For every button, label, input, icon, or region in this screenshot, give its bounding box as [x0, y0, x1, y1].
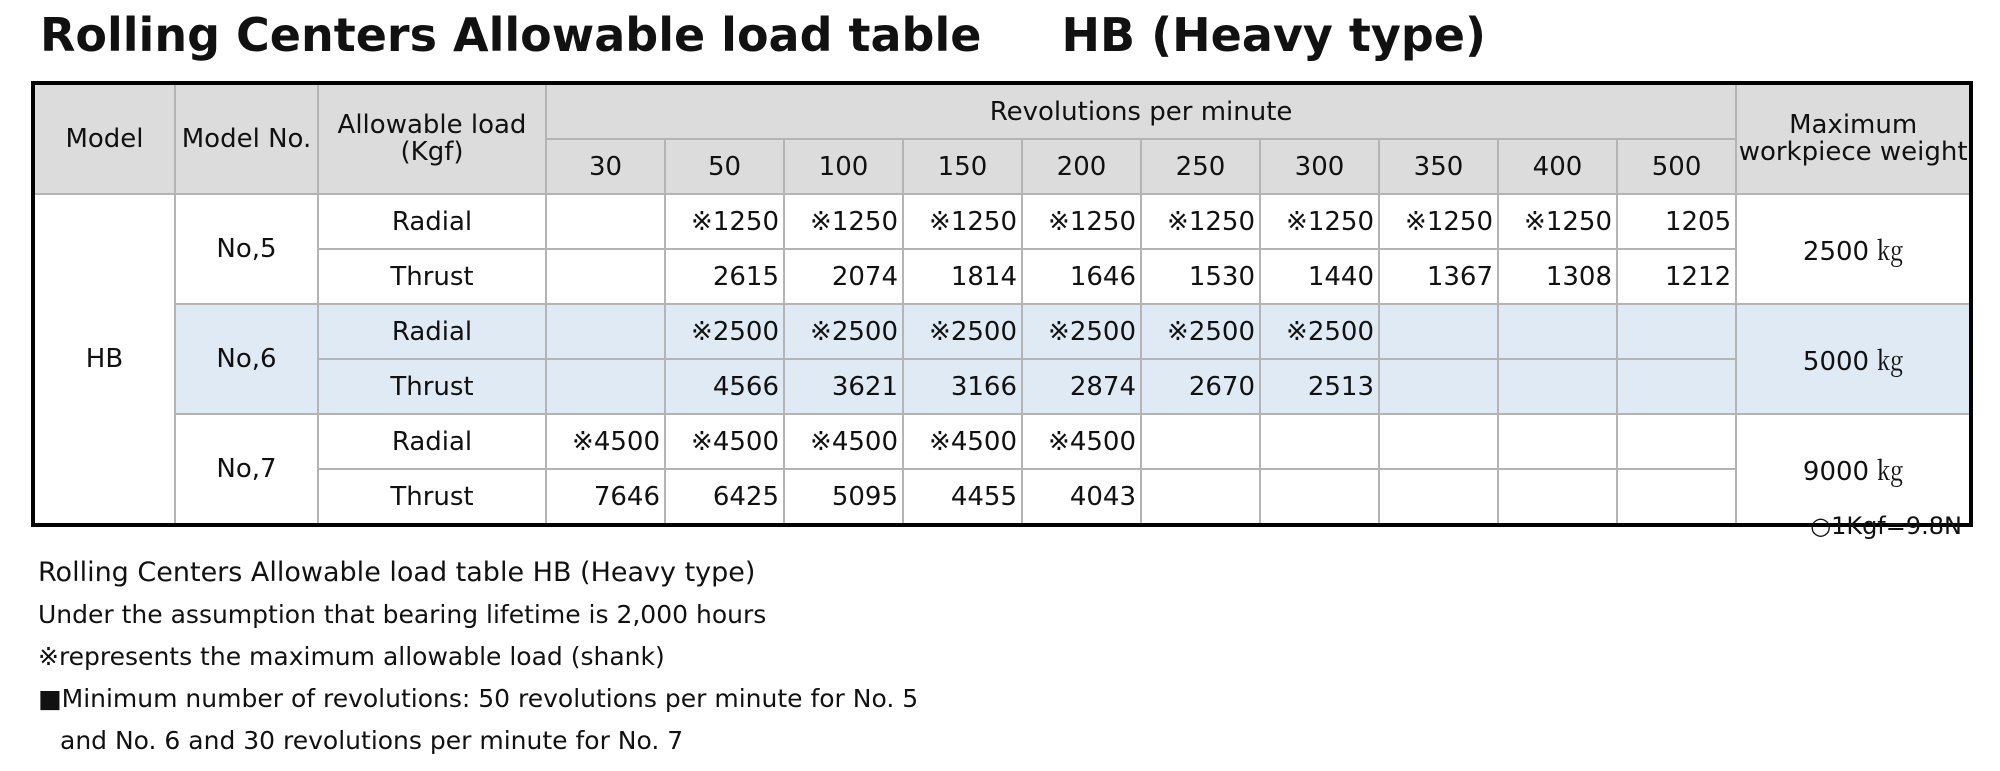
value-cell: ※2500: [665, 304, 784, 359]
value-cell: [1260, 469, 1379, 525]
table-row-no5-thrust: [33, 249, 1971, 304]
value-cell: ※2500: [903, 304, 1022, 359]
value-cell: ※1250: [1022, 194, 1141, 249]
value-cell: ※4500: [1022, 414, 1141, 469]
table-row-no7-radial: [33, 414, 1971, 469]
value-cell: [1498, 304, 1617, 359]
value-cell: 4455: [903, 469, 1022, 525]
value-cell: 2513: [1260, 359, 1379, 414]
value-cell: [1617, 359, 1736, 414]
value-cell: [546, 194, 665, 249]
value-cell: 1530: [1141, 249, 1260, 304]
header-model-no: Model No.: [175, 83, 318, 194]
max-weight-cell: 2500 ㎏: [1736, 194, 1971, 304]
value-cell: [546, 304, 665, 359]
value-cell: [1141, 414, 1260, 469]
value-cell: [1379, 414, 1498, 469]
value-cell: [1617, 469, 1736, 525]
value-cell: ※1250: [1260, 194, 1379, 249]
value-cell: [1379, 469, 1498, 525]
value-cell: ※2500: [1260, 304, 1379, 359]
load-type-cell: Radial: [318, 414, 546, 469]
header-rpm-30: 30: [546, 139, 665, 194]
table-row-no5-radial: [33, 194, 1971, 249]
value-cell: ※4500: [784, 414, 903, 469]
value-cell: [1379, 304, 1498, 359]
value-cell: 5095: [784, 469, 903, 525]
model-cell: HB: [33, 194, 175, 525]
value-cell: 2874: [1022, 359, 1141, 414]
max-weight-cell: 5000 ㎏: [1736, 304, 1971, 414]
header-allowable-load: Allowable load (Kgf): [318, 83, 546, 194]
value-cell: ※2500: [1141, 304, 1260, 359]
value-cell: [1498, 469, 1617, 525]
load-type-cell: Thrust: [318, 469, 546, 525]
value-cell: [1498, 359, 1617, 414]
note-line: ※represents the maximum allowable load (shank): [38, 642, 665, 671]
value-cell: [1617, 304, 1736, 359]
table-row-no6-radial: [33, 304, 1971, 359]
value-cell: ※1250: [665, 194, 784, 249]
value-cell: ※1250: [1498, 194, 1617, 249]
value-cell: ※2500: [1022, 304, 1141, 359]
value-cell: ※1250: [1379, 194, 1498, 249]
header-rpm-150: 150: [903, 139, 1022, 194]
value-cell: 6425: [665, 469, 784, 525]
value-cell: ※4500: [665, 414, 784, 469]
note-line: ■Minimum number of revolutions: 50 revolutions per minute for No. 5: [38, 684, 919, 713]
value-cell: 4566: [665, 359, 784, 414]
value-cell: ※1250: [903, 194, 1022, 249]
value-cell: [1379, 359, 1498, 414]
header-rpm-100: 100: [784, 139, 903, 194]
value-cell: 1646: [1022, 249, 1141, 304]
table-row-no7-thrust: [33, 469, 1971, 525]
unit-conversion-note: ○1Kgf=9.8N: [1810, 512, 1962, 540]
header-rpm-50: 50: [665, 139, 784, 194]
value-cell: ※2500: [784, 304, 903, 359]
notes-block: [38, 552, 918, 762]
load-type-cell: Thrust: [318, 249, 546, 304]
value-cell: 1212: [1617, 249, 1736, 304]
value-cell: 7646: [546, 469, 665, 525]
value-cell: ※1250: [1141, 194, 1260, 249]
value-cell: [546, 249, 665, 304]
value-cell: 1814: [903, 249, 1022, 304]
header-rpm-500: 500: [1617, 139, 1736, 194]
value-cell: [1498, 414, 1617, 469]
note-line: Under the assumption that bearing lifetime is 2,000 hours: [38, 600, 767, 629]
value-cell: 3166: [903, 359, 1022, 414]
value-cell: 3621: [784, 359, 903, 414]
value-cell: 2074: [784, 249, 903, 304]
model-no-cell: No,6: [175, 304, 318, 414]
header-revolutions-per-minute: Revolutions per minute: [546, 83, 1736, 139]
value-cell: 2670: [1141, 359, 1260, 414]
value-cell: [1617, 414, 1736, 469]
value-cell: ※1250: [784, 194, 903, 249]
value-cell: 1440: [1260, 249, 1379, 304]
value-cell: 1205: [1617, 194, 1736, 249]
header-rpm-350: 350: [1379, 139, 1498, 194]
allowable-load-table: [31, 81, 1973, 527]
model-no-cell: No,7: [175, 414, 318, 525]
header-model: Model: [33, 83, 175, 194]
model-no-cell: No,5: [175, 194, 318, 304]
notes-heading: Rolling Centers Allowable load table HB (Heavy type): [38, 557, 756, 588]
value-cell: ※4500: [546, 414, 665, 469]
value-cell: 4043: [1022, 469, 1141, 525]
table-row-no6-thrust: [33, 359, 1971, 414]
header-rpm-400: 400: [1498, 139, 1617, 194]
header-max-workpiece-weight: Maximum workpiece weight: [1736, 83, 1971, 194]
value-cell: 2615: [665, 249, 784, 304]
load-type-cell: Thrust: [318, 359, 546, 414]
value-cell: [1141, 469, 1260, 525]
max-weight-cell: 9000 ㎏: [1736, 414, 1971, 525]
value-cell: [546, 359, 665, 414]
load-type-cell: Radial: [318, 194, 546, 249]
header-rpm-300: 300: [1260, 139, 1379, 194]
header-rpm-200: 200: [1022, 139, 1141, 194]
value-cell: 1308: [1498, 249, 1617, 304]
load-type-cell: Radial: [318, 304, 546, 359]
value-cell: [1260, 414, 1379, 469]
note-line: and No. 6 and 30 revolutions per minute for No. 7: [60, 726, 684, 755]
header-rpm-250: 250: [1141, 139, 1260, 194]
page-title: Rolling Centers Allowable load table HB (Heavy type): [40, 8, 1486, 62]
value-cell: ※4500: [903, 414, 1022, 469]
value-cell: 1367: [1379, 249, 1498, 304]
